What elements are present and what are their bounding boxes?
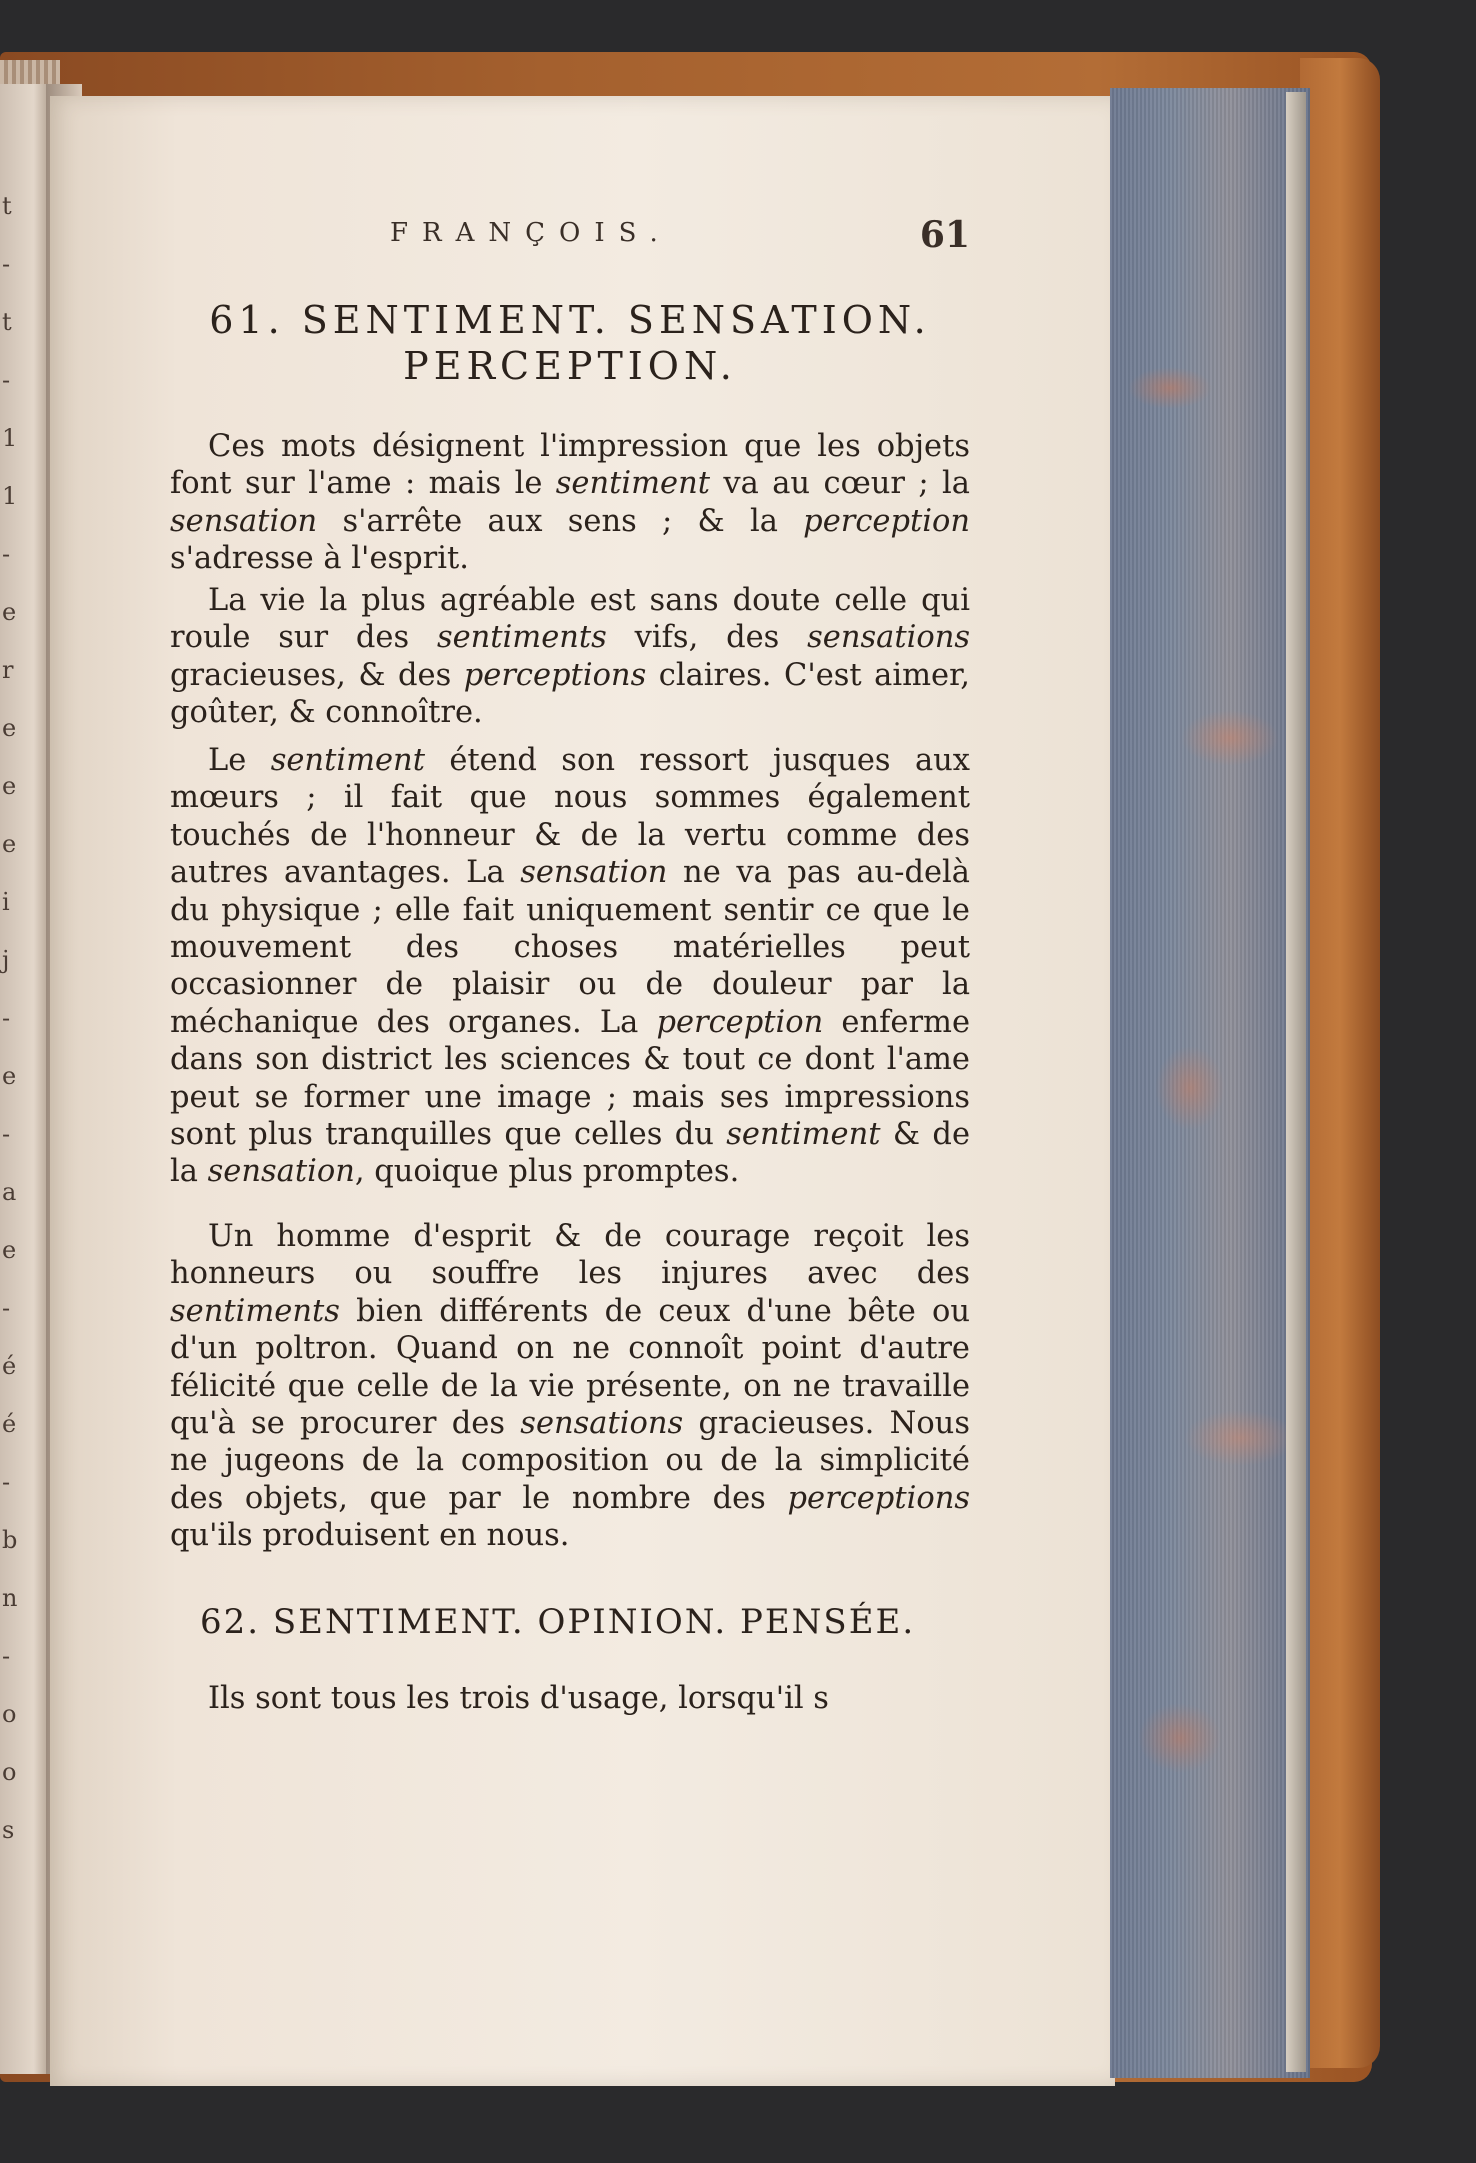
left-margin-mark: a [2,1178,17,1206]
page-block-edge [1286,92,1306,2072]
left-margin-mark: é [2,1410,17,1438]
italic-term: sensation [207,1154,355,1190]
left-margin-mark: 1 [2,482,18,510]
text-run: va au cœur ; la [710,466,970,502]
cover-edge [1300,58,1380,2068]
running-head [170,214,970,258]
left-margin-mark: - [2,250,11,278]
left-margin-mark: o [2,1758,17,1786]
left-margin-mark: - [2,1120,11,1148]
italic-term: sensation [520,855,668,891]
left-margin-mark: i [2,888,10,916]
left-margin-mark: e [2,1062,17,1090]
text-run: enferme dans son district les sciences & tout ce dont l'ame peut se former une image ; mais ses impressions sont plus tranquilles que celles du [170,1004,970,1153]
left-margin-mark: n [2,1584,18,1612]
left-margin-mark: b [2,1526,18,1554]
left-margin-mark: - [2,1468,11,1496]
text-run: La vie la plus agréable est sans doute celle qui roule sur des [170,583,970,656]
left-margin-mark: e [2,830,17,858]
paragraph-4 [170,1218,970,1555]
marbled-fore-edge [1110,88,1310,2078]
left-margin-mark: r [2,656,14,684]
article-61-heading-line2: PERCEPTION. [403,344,737,388]
italic-term: sensations [520,1406,684,1442]
italic-term: perceptions [463,657,647,693]
text-run: ne va pas au-delà du physique ; elle fait uniquement sentir ce que le mouvement des choses matérielles peut occasionner de plaisir ou de douleur par la méchanique des organes. La [170,855,970,1040]
left-margin-mark: - [2,1004,11,1032]
text-run: vifs, des [606,620,808,656]
article-62-first-line: Ils sont tous les trois d'usage, lorsqu'il s [208,1681,829,1716]
italic-term: perceptions [787,1480,970,1516]
running-head-title: FRANÇOIS. [390,218,672,248]
text-run: gracieuses, & des [170,657,464,693]
left-margin-mark: t [2,192,12,220]
text-run: Le [208,743,271,778]
text-run: Un homme d'esprit & de courage reçoit les honneurs ou souffre les injures avec des [170,1219,970,1292]
left-margin-mark: - [2,366,11,394]
left-margin-mark: - [2,1642,11,1670]
left-page-margin-marks [0,84,20,2074]
italic-term: sentiments [170,1293,340,1329]
left-margin-mark: - [2,540,11,568]
italic-term: sentiments [436,620,607,656]
left-margin-mark: j [2,946,10,974]
italic-term: perception [656,1004,824,1040]
paragraph-3 [170,742,970,1191]
text-run: qu'ils produisent en nous. [170,1518,570,1554]
text-run: s'adresse à l'esprit. [170,541,469,577]
left-margin-mark: e [2,772,17,800]
paragraph-1 [170,428,970,578]
italic-term: sensations [807,620,971,656]
italic-term: sensation [170,503,318,539]
italic-term: sentiment [726,1117,881,1153]
italic-term: sentiment [270,743,425,778]
left-margin-mark: e [2,1236,17,1264]
left-margin-mark: s [2,1816,15,1844]
left-margin-mark: 1 [2,424,18,452]
paragraph-2 [170,582,970,732]
text-run: gracieuses. Nous ne jugeons de la composition ou de la simplicité des objets, que par le nombre des [170,1406,970,1516]
text-run: Ces mots désignent l'impression que les objets font sur l'ame : mais le [170,429,970,502]
italic-term: perception [803,503,970,539]
left-margin-mark: é [2,1352,17,1380]
left-margin-mark: e [2,598,17,626]
article-61-heading-line1: 61. SENTIMENT. SENSATION. [209,298,931,342]
text-run: bien différents de ceux d'une bête ou d'un poltron. Quand on ne connoît point d'autre félicité que celle de la vie présente, on ne travaille qu'à se procurer des [170,1293,970,1442]
left-margin-mark: e [2,714,17,742]
text-run: étend son ressort jusques aux mœurs ; il fait que nous sommes également touchés de l'honneur & de la vertu comme des autres avantages. La [170,743,970,891]
text-run: , quoique plus promptes. [354,1154,740,1190]
left-margin-mark: - [2,1294,11,1322]
italic-term: sentiment [555,466,711,502]
text-run: & de la [170,1117,970,1190]
left-margin-mark: t [2,308,12,336]
text-run: claires. C'est aimer, goûter, & connoître. [170,657,970,731]
page-number: 61 [919,214,970,256]
left-margin-mark: o [2,1700,17,1728]
text-run: s'arrête aux sens ; & la [317,503,804,539]
article-62-heading: 62. SENTIMENT. OPINION. PENSÉE. [200,1602,916,1642]
